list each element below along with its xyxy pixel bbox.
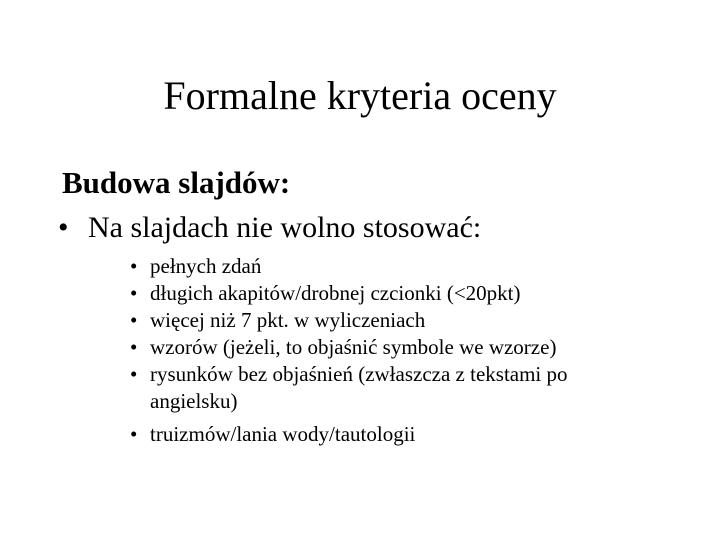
sub-bullet-item bbox=[130, 307, 650, 334]
sub-bullet-item bbox=[130, 361, 650, 415]
main-bullet-text: Na slajdach nie wolno stosować: bbox=[88, 211, 482, 244]
sub-bullet-item bbox=[130, 253, 650, 280]
sub-bullet-text: więcej niż 7 pkt. w wyliczeniach bbox=[150, 308, 426, 332]
bullet-icon: • bbox=[130, 422, 138, 446]
sub-bullet-text: pełnych zdań bbox=[150, 254, 262, 278]
bullet-icon: • bbox=[130, 308, 138, 332]
sub-bullet-text: rysunków bez objaśnień (zwłaszcza z tekstami po angielsku) bbox=[150, 362, 568, 413]
sub-bullet-item bbox=[130, 280, 650, 307]
slide-title: Formalne kryteria oceny bbox=[163, 73, 557, 118]
section-heading: Budowa slajdów: bbox=[62, 165, 291, 200]
sub-bullet-text: wzorów (jeżeli, to objaśnić symbole we wzorze) bbox=[150, 335, 557, 359]
sub-bullet-text: długich akapitów/drobnej czcionki (<20pkt) bbox=[150, 281, 521, 305]
sub-bullet-list bbox=[130, 253, 650, 448]
bullet-icon: • bbox=[130, 362, 138, 386]
sub-bullet-text: truizmów/lania wody/tautologii bbox=[150, 422, 416, 446]
sub-bullet-item bbox=[130, 421, 650, 448]
bullet-icon: • bbox=[130, 335, 138, 359]
bullet-icon: • bbox=[58, 211, 69, 244]
bullet-icon: • bbox=[130, 254, 138, 278]
sub-bullet-item bbox=[130, 334, 650, 361]
main-bullet-item bbox=[58, 208, 481, 248]
bullet-icon: • bbox=[130, 281, 138, 305]
